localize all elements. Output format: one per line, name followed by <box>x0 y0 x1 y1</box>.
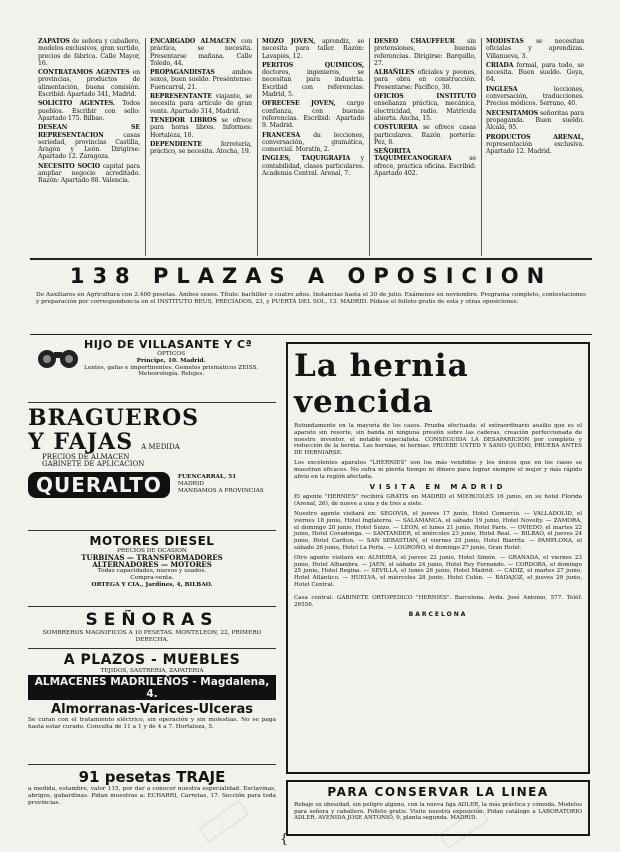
hernia-paragraph: Los excelentes aparatos "LHERNIES" son los más vendidos y los únicos que en los casos se muestran eficaces. No sufra ni pierda tiempo ni dinero para lograr siempre el mejor y más rápido alivio en la región afectada. <box>294 459 582 480</box>
classified-column-4 <box>374 38 476 254</box>
optician-title: HIJO DE VILLASANTE Y Cª <box>84 338 253 351</box>
classified-ad: MODISTAS se necesitan oficialas y aprendizas. Villanueva, 3. <box>486 38 584 60</box>
classified-column-5 <box>486 38 584 254</box>
hernia-city: BARCELONA <box>408 611 468 619</box>
column-divider <box>145 38 146 256</box>
almorranas-body: Se curan con el tratamiento eléctrico, sin operación y sin molestias. No se paga hasta estar curado. Consulta de 11 a 1 y de 4 a 7. Hortaleza, 5. <box>28 717 276 730</box>
classified-ad: MOZO JOVEN, aprendiz, se necesita para taller. Razón: Lavapiés, 12. <box>262 38 364 60</box>
motores-contact: ORTEGA Y CIA., Jardines, 4, BILBAO. <box>91 581 213 588</box>
queralto-brand: QUERALTO <box>28 472 170 498</box>
muebles-sub: TEJIDOS, SASTRERIA, ZAPATERIA <box>100 668 204 674</box>
linea-body: Rebaje su obesidad, sin peligro alguno, con la nueva faja ADLER, la más práctica y cómoda. Modelos para señora y caballero. Folleto gratis. Visite nuestra exposición: Pidan catálogo a LABORATORIO ADLER. AVENIDA JOSE ANTONIO, 9, planta segunda. MADRID. <box>294 802 582 822</box>
oposicion-notice <box>30 262 592 334</box>
classified-ad: DEPENDIENTE ferretería, práctico, se necesita. Atocha, 19. <box>150 140 252 156</box>
almorranas-title: Almorranas-Varices-Ulceras <box>51 702 253 717</box>
classified-ad: INGLESA lecciones, conversación, traducciones. Precios módicos. Serrano, 40. <box>486 85 584 108</box>
optician-products: Lentes, gafas e impertinentes. Gemelos prismáticos ZEISS. <box>84 364 259 371</box>
almacenes-banner: ALMACENES MADRILEÑOS - Magdalena, 4. <box>28 675 276 700</box>
column-divider <box>257 38 258 256</box>
traje-ad <box>28 768 276 828</box>
medida-label: A MEDIDA <box>141 443 180 451</box>
hernia-title: La hernia vencida <box>294 348 469 420</box>
ad-divider <box>28 648 276 649</box>
classified-ad: CRIADA formal, para todo, se necesita. Buen sueldo. Goya, 64. <box>486 61 584 84</box>
ad-divider <box>28 530 276 531</box>
hernia-ad <box>286 342 590 774</box>
senoras-ad <box>28 610 276 646</box>
motores-line: Todas capacidades, nuevos y usados. <box>97 568 207 575</box>
queralto-city: MADRID <box>177 481 204 488</box>
bragueros-title: BRAGUEROS <box>28 406 200 431</box>
classified-column-1 <box>38 38 140 254</box>
bragueros-ad <box>28 406 276 528</box>
linea-ad <box>286 780 590 836</box>
oposicion-body: De Auxiliares en Agricultura con 2.400 pesetas. Ambos sexos. Título: bachiller o cuatro años. Instancias hasta el 30 de julio. Exámenes en noviembre. Programa completo, contestaciones y preparación por correspondencia en el INSTITUTO REUS, PRECIADOS, 23, y PUERTA DEL SOL, 13. MADRID. Pídase el folleto gratis de esta y otras oposiciones. <box>36 292 586 305</box>
motores-line: ALTERNADORES — MOTORES <box>92 559 212 569</box>
classified-ad: ALBAÑILES oficiales y peones, para obra en construcción. Presentarse: Pacífico, 30. <box>374 69 476 91</box>
classified-ad: PRODUCTOS ARENAL, representación exclusiva. Apartado 12. Madrid. <box>486 133 584 156</box>
optician-address: Príncipe, 10. Madrid. <box>136 357 206 364</box>
classified-ad: ZAPATOS de señora y caballero, modelos exclusivos, gran surtido, precios de fábrica. Calle Mayor, 16. <box>38 38 140 67</box>
classified-ad: SOLICITO AGENTES. Todos pueblos. Escribir con sello: Apartado 175. Bilbao. <box>38 100 140 122</box>
classified-ad: TENEDOR LIBROS se ofrece para horas libres. Informes: Hortaleza, 10. <box>150 116 252 139</box>
fajas-title: Y FAJAS <box>28 429 134 455</box>
motores-line: Compra-venta. <box>130 575 174 582</box>
classified-ad: CONTRATAMOS AGENTES en provincias, productos de alimentación, buena comisión. Escribid: Apartado 341, Madrid. <box>38 69 140 99</box>
traje-body: a medida, estambre, valor 115, por dar a conocer nuestra especialidad. Esclavinas, abrigos, gabardinas. Pidan muestras a: ECHARRI, Carretas, 17. Sección para toda provincias. <box>28 786 276 806</box>
column-divider <box>369 38 370 256</box>
section-rule <box>30 258 592 260</box>
hernia-paragraph: Casa central: GABINETE ORTOPEDICO "HERNIES". Barcelona. Avda. José Antonio, 577. Teléf. 26556. <box>294 594 582 608</box>
motores-line: TURBINAS — TRANSFORMADORES <box>81 552 223 562</box>
optician-sub: ÓPTICOS <box>157 351 186 357</box>
motores-sub: PRECIOS DE OCASION <box>117 548 187 554</box>
classified-ad: FRANCESA da lecciones, conversación, gramática, comercial. Moratín, 2. <box>262 131 364 154</box>
hernia-paragraph: Nuestro agente visitará en: SEGOVIA, el jueves 17 junio, Hotel Comercio. — VALLADOLID, el viernes 18 junio, Hotel Inglaterra. — SALAMANCA, el sábado 19 junio, Hotel Novelty. — ZAMORA, el domingo 20 junio, Hotel Suizo. — LEON, el lunes 21 junio, Hotel Paris. — OVIEDO, el martes 22 junio, Hotel Covadonga. — SANTANDER, el miércoles 23 junio, Hotel Real. — BILBAO, el jueves 24 junio, Hotel Carlton. — SAN SEBASTIAN, el viernes 25 junio, Hotel Biarritz. — PAMPLONA, el sábado 26 junio, Hotel La Perla. — LOGROÑO, el domingo 27 junio, Gran Hotel. <box>294 510 582 551</box>
ad-divider <box>28 764 276 765</box>
senoras-body: SOMBREROS MAGNIFICOS A 10 PESETAS. MONTELEON, 22, PRIMERO DERECHA. <box>42 630 262 643</box>
linea-title: PARA CONSERVAR LA LINEA <box>327 785 549 799</box>
column-divider <box>481 38 482 256</box>
queralto-note: MANDAMOS A PROVINCIAS <box>177 487 264 494</box>
optician-ad <box>28 338 276 400</box>
classified-ad: DESEO CHAUFFEUR sin pretensiones, buenas referencias. Dirigirse: Barquillo, 27. <box>374 38 476 67</box>
hernia-paragraph: Rotundamente en la mayoría de los casos. Prueba efectuada: el extraordinario ausilio que es el aparato sin resorte, sin banda ni ninguna presión sobre las caderas, creación perfeccionada de nuestro inventor, el notable especialista. CONSEGUIDA LA DESAPARICION por completo y reducción de la hernia. Las hernias, ni hernias. PRUEBE USTED Y SANO QUEDO, PRUEBA ANTES DE HERNIARSE. <box>294 423 582 457</box>
classified-ad: OFICIOS INSTITUTO enseñanza práctica, mecánica, electricidad, radio. Matrícula abierta. Ancha, 15. <box>374 93 476 122</box>
classified-ad: DESEAN SE REPRESENTACION casas seriedad, provincias Castilla, Aragón y León. Dirigirse: Apartado 12. Zaragoza. <box>38 124 140 161</box>
left-ads-column <box>28 334 276 834</box>
traje-title: 91 pesetas TRAJE <box>78 768 226 786</box>
classified-ad: INGLES, TAQUIGRAFIA y contabilidad, clases particulares. Academia Central. Arenal, 7. <box>262 155 364 178</box>
bragueros-gabinete: GABINETE DE APLICACION <box>42 459 145 468</box>
classified-ad: COSTURERA se ofrece casas particulares. Razón portería: Pez, 8. <box>374 124 476 146</box>
optician-extra: Meteorología. Relojes. <box>138 371 205 378</box>
hernia-paragraph: El agente "HERNIES" recibirá GRATIS en MADRID el MIERCOLES 16 junio, en su hotel Florida (Arenal, 26), de nueve a una y de tres a siete. <box>294 494 582 508</box>
ad-divider <box>28 606 276 607</box>
classified-ad: REPRESENTANTE viajante, se necesita para artículo de gran venta. Apartado 314, Madrid. <box>150 93 252 115</box>
queralto-address: FUENCARRAL, 51 <box>177 474 237 481</box>
muebles-title: A PLAZOS - MUEBLES <box>63 652 241 668</box>
classified-ad: SEÑORITA TAQUIMECANOGRAFA se ofrece, práctica oficina. Escribid: Apartado 402. <box>374 148 476 178</box>
classified-ad: NECESITAMOS señoritas para propaganda. Buen sueldo. Alcalá, 95. <box>486 109 584 132</box>
muebles-ad <box>28 652 276 700</box>
classifieds-section <box>38 38 584 254</box>
senoras-title: SEÑORAS <box>85 610 219 630</box>
classified-column-2 <box>150 38 252 254</box>
classified-ad: PROPAGANDISTAS ambos sexos, buen sueldo. Preséntense: Fuencarral, 21. <box>150 69 252 91</box>
motores-title: MOTORES DIESEL <box>89 534 215 548</box>
classified-column-3 <box>262 38 364 254</box>
ad-divider <box>28 402 276 403</box>
almorranas-ad <box>28 702 276 762</box>
classified-ad: PERITOS QUIMICOS, doctores, ingenieros, se necesitan para industria. Escribid con referencias: Madrid, 5. <box>262 61 364 99</box>
bragueros-prices: PRECIOS DE ALMACEN <box>42 453 130 461</box>
classified-ad: ENCARGADO ALMACEN con práctica, se necesita. Presentarse mañana. Calle Toledo, 44. <box>150 38 252 67</box>
classified-ad: NECESITO SOCIO capital para ampliar negocio acreditado. Razón: Apartado 88. Valencia. <box>38 162 140 185</box>
hernia-paragraph: Otro agente visitará en: ALMERIA, el jueves 22 junio, Hotel Simón. — GRANADA, el viernes 23 junio, Hotel Alhambra. — JAEN, el sábado 24 junio, Hotel Rey Fernando. — CORDOBA, el domingo 25 junio, Hotel Regina. — SEVILLA, el lunes 26 junio, Hotel Madrid. — CADIZ, el martes 27 junio, Hotel Atlántico. — HUELVA, el miércoles 28 junio, Hotel Colón. — BADAJOZ, el jueves 29 junio, Hotel Central. <box>294 554 582 588</box>
bracket-icon: { <box>280 832 289 847</box>
oposicion-title: 138 PLAZAS A OPOSICION <box>69 264 553 288</box>
classified-ad: OFRECESE JOVEN, cargo confianza, con buenas referencias. Escribid: Apartado 9. Madrid. <box>262 100 364 130</box>
hernia-subheading: VISITA EN MADRID <box>369 483 507 492</box>
motores-ad <box>28 534 276 602</box>
binoculars-icon <box>36 341 80 375</box>
